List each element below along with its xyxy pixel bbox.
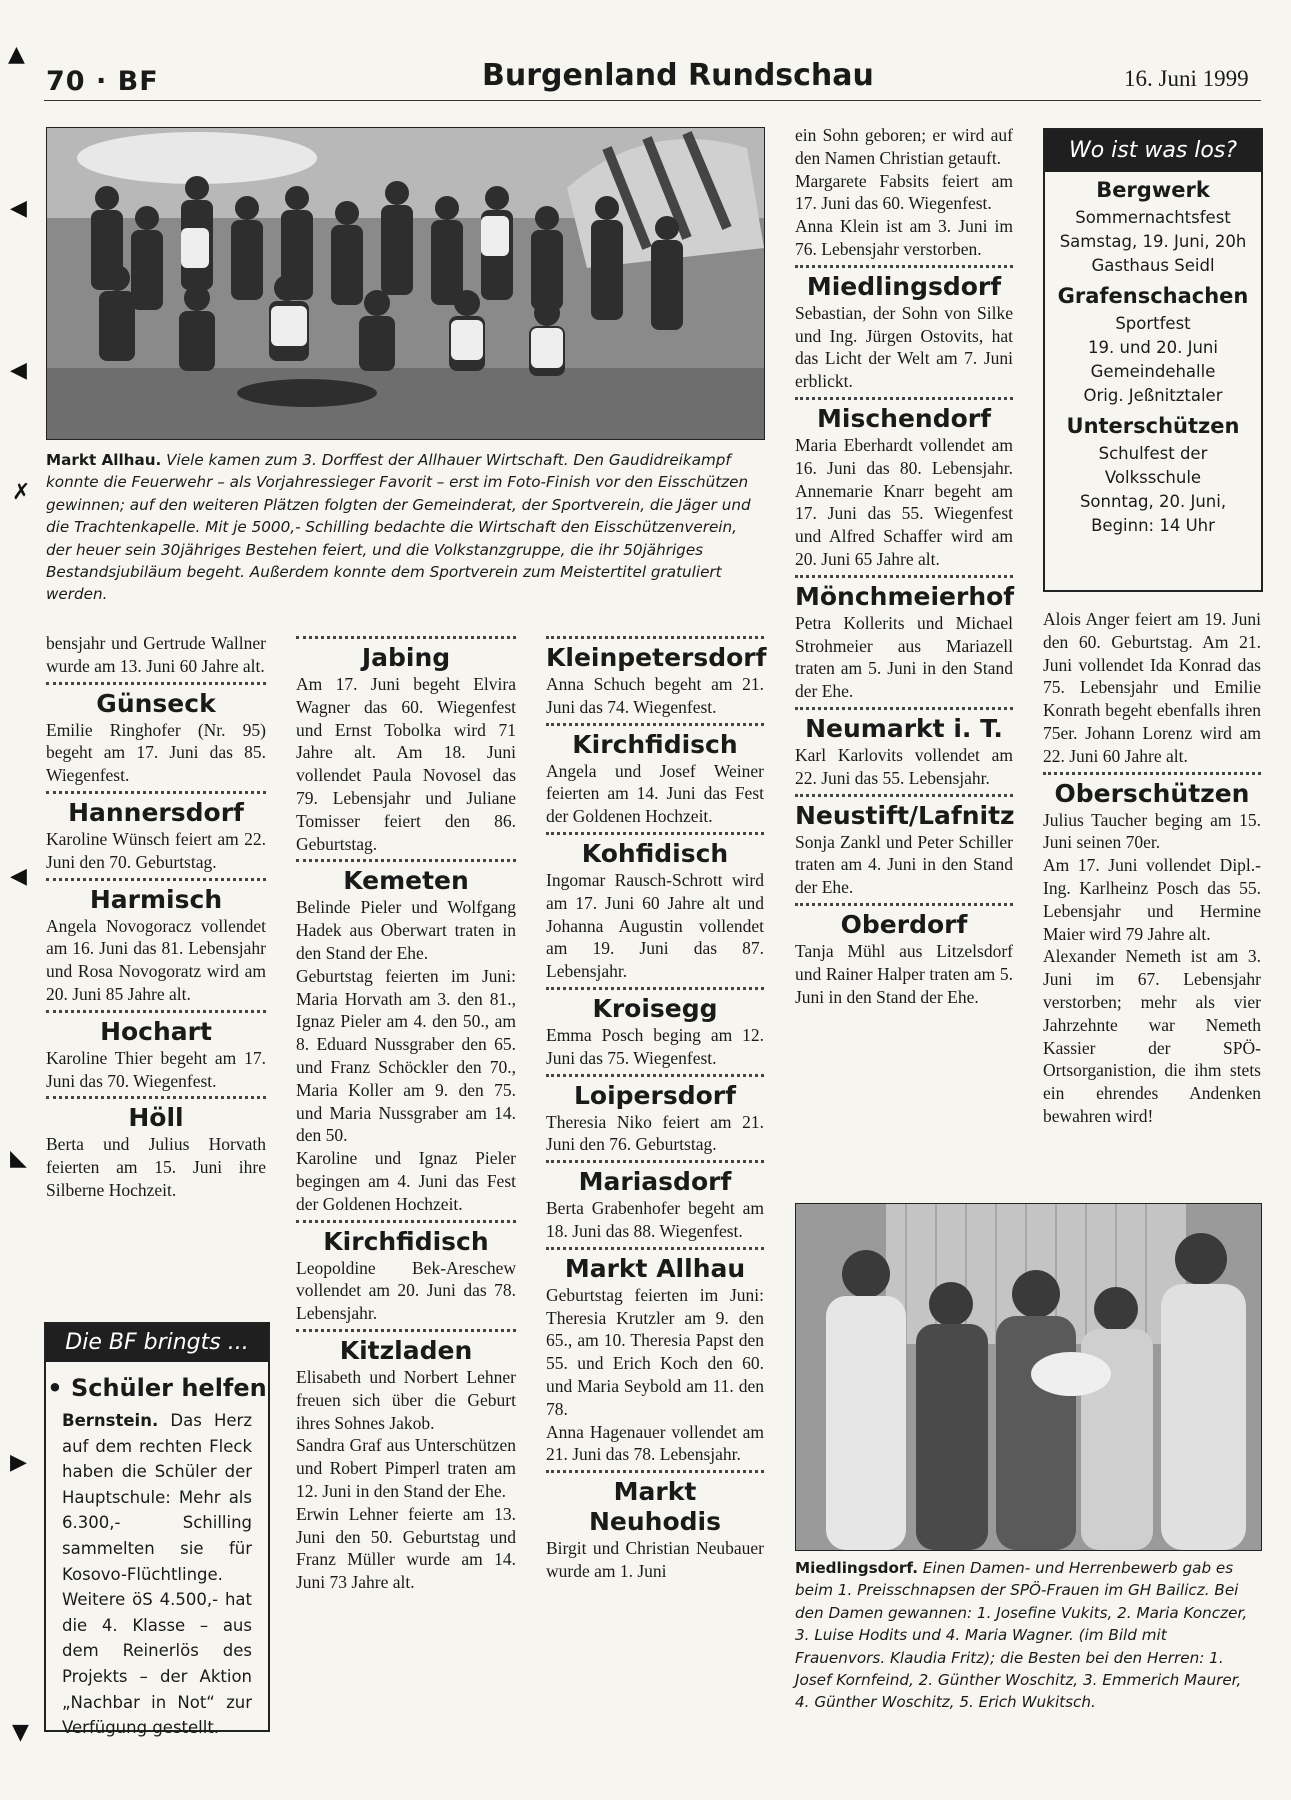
section-title: Loipersdorf bbox=[573, 1080, 736, 1110]
caption-place: Miedlingsdorf. bbox=[795, 1559, 918, 1577]
dotted-divider bbox=[795, 397, 1013, 400]
dotted-divider bbox=[795, 265, 1013, 268]
section-text: Ingomar Rausch-Schrott wird am 17. Juni 60 Jahre alt und Johanna Augustin vollendet am 19. Juni das 87. Lebensjahr. bbox=[546, 869, 764, 982]
section-text: Angela Novogoracz vollendet am 16. Juni das 81. Lebensjahr und Rosa Novogoratz wird am 20. Juni 85 Jahre alt. bbox=[46, 915, 266, 1004]
box-heading: Die BF bringts ... bbox=[46, 1324, 268, 1362]
section-text: Berta und Julius Horvath feierten am 15. Juni ihre Silberne Hochzeit. bbox=[46, 1134, 266, 1200]
col1-intro: bensjahr und Gertrude Wallner wurde am 13. Juni 60 Jahre alt. bbox=[46, 633, 266, 676]
column-5 bbox=[1043, 608, 1261, 1128]
col4-intro: ein Sohn geboren; er wird auf den Namen Christian getauft. bbox=[795, 125, 1013, 168]
section-text: Tanja Mühl aus Litzelsdorf und Rainer Halper traten am 5. Juni in den Stand der Ehe. bbox=[795, 940, 1013, 1007]
event-line: Beginn: 14 Uhr bbox=[1091, 516, 1215, 535]
events-box-heading: Wo ist was los? bbox=[1045, 130, 1261, 172]
section-text: Geburtstag feierten im Juni: Maria Horvath am 3. den 81., Ignaz Pieler am 4. den 50., am 8. Eduard Nussgraber den 65. und Franz Schöckler den 70., Maria Koller am 9. den 75. und Maria Nussgraber am 14. den 50. bbox=[296, 965, 516, 1146]
section-text: Petra Kollerits und Michael Strohmeier aus Mariazell traten am 5. Juni in den Stand der Ehe. bbox=[795, 612, 1013, 702]
section-text: Anna Schuch begeht am 21. Juni das 74. Wiegenfest. bbox=[546, 674, 764, 717]
section-title: Kirchfidisch bbox=[323, 1226, 489, 1256]
section-text: Theresia Niko feiert am 21. Juni den 76. Geburtstag. bbox=[546, 1111, 764, 1155]
dotted-divider bbox=[546, 1470, 764, 1473]
event-place: Grafenschachen bbox=[1057, 284, 1249, 308]
section-text: Anna Hagenauer vollendet am 21. Juni das 78. Lebensjahr. bbox=[546, 1421, 764, 1465]
section-text: Karoline Wünsch feiert am 22. Juni den 70. Geburtstag. bbox=[46, 828, 266, 872]
dotted-divider bbox=[546, 1247, 764, 1250]
dotted-divider bbox=[546, 636, 764, 639]
section-text: Geburtstag feierten im Juni: Theresia Krutzler am 9. den 65., am 10. Theresia Papst den 55. und Erich Koch den 60. und Maria Seybold am 11. den 78. bbox=[546, 1284, 764, 1419]
section-title: Hannersdorf bbox=[68, 797, 244, 827]
events-box bbox=[1043, 128, 1263, 592]
group-photo-illustration bbox=[47, 128, 764, 439]
box-body: Das Herz auf dem rechten Fleck haben die Schüler der Hauptschule: Mehr als 6.300,- Schilling sammelten sie für Kosovo-Flüchtlinge. Weitere öS 4.500,- hat die 4. Klasse – aus dem Reinerlös des Projekts – der Aktion „Nachbar in Not“ zur Verfügung gestellt. bbox=[62, 1411, 252, 1738]
section-text: Elisabeth und Norbert Lehner freuen sich über die Geburt ihres Sohnes Jakob. bbox=[296, 1366, 516, 1433]
margin-mark: ▶ bbox=[10, 1450, 27, 1475]
section-title: Kemeten bbox=[343, 866, 469, 896]
section-text: Am 17. Juni begeht Elvira Wagner das 60. Wiegenfest und Ernst Tobolka wird 71 Jahre alt. Am 18. Juni vollendet Paula Novosel das 79. Lebensjahr und Juliane Tomisser feiert den 86. Geburtstag. bbox=[296, 674, 516, 854]
dotted-divider bbox=[795, 794, 1013, 797]
margin-mark: ✗ bbox=[12, 480, 31, 505]
event-line: Gemeindehalle bbox=[1090, 362, 1216, 381]
section-text: Birgit und Christian Neubauer wurde am 1. Juni bbox=[546, 1538, 764, 1581]
section-text: Karl Karlovits vollendet am 22. Juni das 55. Lebensjahr. bbox=[795, 744, 1013, 788]
section-text: Belinde Pieler und Wolfgang Hadek aus Oberwart traten in den Stand der Ehe. bbox=[296, 897, 516, 963]
section-title: Mischendorf bbox=[817, 403, 991, 433]
dotted-divider bbox=[46, 791, 266, 794]
section-title: Günseck bbox=[96, 688, 216, 718]
event-place: Unterschützen bbox=[1066, 414, 1240, 438]
section-title: Neustift/Lafnitz bbox=[795, 800, 1015, 830]
event-line: Sportfest bbox=[1115, 314, 1191, 333]
column-4 bbox=[795, 124, 1013, 1008]
dotted-divider bbox=[46, 1010, 266, 1013]
caption-text: Viele kamen zum 3. Dorffest der Allhauer Wirtschaft. Den Gaudidreikampf konnte die Feuerwehr – als Vorjahressieger Favorit – erst im Foto-Finish vor den Eisschützen gewinnen; auf den weiteren Plätzen folgten der Gemeinderat, der Sportverein, die Jäger und die Trachtenkapelle. Mit je 5000,- Schilling bedachte die Wirtschaft den Eisschützenverein, der heuer sein 30jähriges Bestehen feiert, und die Volkstanzgruppe, die ihr 50jähriges Bestandsjubiläum begeht. Außerdem konnte dem Sportverein zum Meistertitel gratuliert werden. bbox=[46, 451, 751, 604]
section-title: Kroisegg bbox=[592, 993, 718, 1023]
margin-mark: ▼ bbox=[12, 1720, 29, 1745]
section-title: Harmisch bbox=[89, 884, 223, 914]
section-text: Julius Taucher beging am 15. Juni seinen 70er. bbox=[1043, 809, 1261, 853]
section-text: Emma Posch beging am 12. Juni das 75. Wiegenfest. bbox=[546, 1024, 764, 1068]
section-text: Sandra Graf aus Unterschützen und Robert Pimperl traten am 12. Juni in den Stand der Ehe. bbox=[296, 1435, 516, 1501]
section-text: Sonja Zankl und Peter Schiller traten am 4. Juni in den Stand der Ehe. bbox=[795, 831, 1013, 898]
section-title: Kohfidisch bbox=[581, 838, 729, 868]
section-title: Kleinpetersdorf bbox=[546, 643, 767, 672]
margin-mark: ◀ bbox=[10, 864, 27, 889]
bf-bringts-box bbox=[44, 1322, 270, 1738]
section-title: Jabing bbox=[361, 643, 451, 672]
section-text: Karoline Thier begeht am 17. Juni das 70. Wiegenfest. bbox=[46, 1047, 266, 1091]
event-line: Samstag, 19. Juni, 20h bbox=[1059, 232, 1247, 251]
dotted-divider bbox=[546, 832, 764, 835]
dotted-divider bbox=[546, 987, 764, 990]
dotted-divider bbox=[46, 878, 266, 881]
section-text: Karoline und Ignaz Pieler begingen am 4. Juni das Fest der Goldenen Hochzeit. bbox=[296, 1148, 516, 1214]
photo-caption-markt-allhau bbox=[46, 449, 763, 606]
section-text: Alexander Nemeth ist am 3. Juni im 67. Lebensjahr verstorben; mehr als vier Jahrzehnte war Nemeth Kassier der SPÖ-Ortsorganistion, die ihm stets ein ehrendes Andenken bewahren wird! bbox=[1043, 946, 1261, 1126]
caption-text: Einen Damen- und Herrenbewerb gab es beim 1. Preisschnapsen der SPÖ-Frauen im GH Bailicz. Bei den Damen gewannen: 1. Josefine Vukits, 2. Maria Konczer, 3. Luise Hodits und 4. Maria Wagner. (im Bild mit Frauenvors. Klaudia Fritz); die Besten bei den Herren: 1. Josef Kornfeind, 2. Günther Woschitz, 3. Emmerich Maurer, 4. Günther Woschitz, 5. Erich Wukitsch. bbox=[795, 1559, 1248, 1712]
section-title: Kitzladen bbox=[339, 1335, 473, 1365]
section-title: Oberschützen bbox=[1054, 778, 1250, 808]
event-line: 19. und 20. Juni bbox=[1088, 338, 1218, 357]
section-text: Berta Grabenhofer begeht am 18. Juni das 88. Wiegenfest. bbox=[546, 1198, 764, 1241]
section-title: Mönchmeierhof bbox=[795, 581, 1015, 611]
col4-intro-3: Anna Klein ist am 3. Juni im 76. Lebensjahr verstorben. bbox=[795, 216, 1013, 259]
box-title: • Schüler helfen bbox=[47, 1374, 267, 1402]
section-text: Maria Eberhardt vollendet am 16. Juni das 80. Lebensjahr. Annemarie Knarr begeht am 17. Juni das 55. Wiegenfest und Alfred Schaffer wird am 20. Juni 65 Jahre alt. bbox=[795, 434, 1013, 569]
dotted-divider bbox=[296, 1329, 516, 1332]
column-1 bbox=[46, 632, 266, 1202]
women-photo-illustration bbox=[796, 1204, 1261, 1550]
dotted-divider bbox=[546, 1074, 764, 1077]
women-photo bbox=[795, 1203, 1262, 1551]
section-title: Hochart bbox=[100, 1016, 212, 1046]
section-title: Miedlingsdorf bbox=[806, 271, 1002, 301]
section-title: Mariasdorf bbox=[578, 1167, 732, 1197]
section-title: Oberdorf bbox=[840, 909, 968, 939]
photo-caption-miedlingsdorf bbox=[795, 1557, 1260, 1714]
dotted-divider bbox=[546, 723, 764, 726]
dotted-divider bbox=[46, 682, 266, 685]
section-title: Kirchfidisch bbox=[572, 729, 738, 759]
column-3 bbox=[546, 632, 767, 1583]
dotted-divider bbox=[296, 636, 516, 639]
section-text: Erwin Lehner feierte am 13. Juni den 50. Geburtstag und Franz Müller wurde am 14. Juni 73 Jahre alt. bbox=[296, 1503, 516, 1593]
section-text: Sebastian, der Sohn von Silke und Ing. Jürgen Ostovits, hat das Licht der Welt am 7. Juni erblickt. bbox=[795, 302, 1013, 392]
dotted-divider bbox=[46, 1096, 266, 1099]
margin-mark: ◣ bbox=[10, 1146, 27, 1171]
page-number: 70 · BF bbox=[46, 66, 159, 97]
box-place: Bernstein. bbox=[62, 1411, 159, 1430]
dotted-divider bbox=[296, 1220, 516, 1223]
event-line: Sonntag, 20. Juni, bbox=[1079, 492, 1227, 511]
dotted-divider bbox=[795, 903, 1013, 906]
dotted-divider bbox=[296, 859, 516, 862]
section-text: Emilie Ringhofer (Nr. 95) begeht am 17. Juni das 85. Wiegenfest. bbox=[46, 719, 266, 786]
col4-intro-2: Margarete Fabsits feiert am 17. Juni das 60. Wiegenfest. bbox=[795, 170, 1013, 214]
dotted-divider bbox=[795, 707, 1013, 710]
section-title: Neumarkt i. T. bbox=[805, 713, 1003, 743]
dotted-divider bbox=[546, 1160, 764, 1163]
event-line: Gasthaus Seidl bbox=[1091, 256, 1215, 275]
column-2 bbox=[296, 632, 516, 1594]
page-corner-mark: ▲ bbox=[8, 42, 25, 67]
margin-mark: ◀ bbox=[10, 358, 27, 383]
event-place: Bergwerk bbox=[1096, 178, 1210, 202]
dotted-divider bbox=[795, 575, 1013, 578]
event-line: Orig. Jeßnitztaler bbox=[1083, 386, 1223, 405]
section-title: Markt Allhau bbox=[564, 1253, 746, 1283]
event-line: Sommernachtsfest bbox=[1075, 208, 1231, 227]
col5-intro: Alois Anger feiert am 19. Juni den 60. Geburtstag. Am 21. Juni vollendet Ida Konrad das 75. Lebensjahr und Emilie Konrath begeht ebenfalls ihren 75er. Johann Lorenz wird am 22. Juni 60 Jahre alt. bbox=[1043, 609, 1261, 766]
dotted-divider bbox=[1043, 772, 1261, 775]
newspaper-title: Burgenland Rundschau bbox=[482, 58, 874, 93]
section-title: Markt Neuhodis bbox=[589, 1477, 721, 1537]
box-text bbox=[46, 1408, 268, 1741]
section-text: Angela und Josef Weiner feierten am 14. Juni das Fest der Goldenen Hochzeit. bbox=[546, 760, 764, 827]
event-line: Schulfest der bbox=[1098, 444, 1208, 463]
event-line: Volksschule bbox=[1104, 468, 1202, 487]
section-text: Am 17. Juni vollendet Dipl.-Ing. Karlheinz Posch das 55. Lebensjahr und Hermine Maier wird 79 Jahre alt. bbox=[1043, 855, 1261, 944]
group-photo bbox=[46, 127, 765, 440]
margin-mark: ◀ bbox=[10, 196, 27, 221]
issue-date: 16. Juni 1999 bbox=[1124, 66, 1249, 91]
section-title: Höll bbox=[128, 1103, 184, 1133]
header-rule bbox=[44, 100, 1261, 101]
caption-place: Markt Allhau. bbox=[46, 451, 162, 469]
section-text: Leopoldine Bek-Areschew vollendet am 20. Juni das 78. Lebensjahr. bbox=[296, 1257, 516, 1324]
